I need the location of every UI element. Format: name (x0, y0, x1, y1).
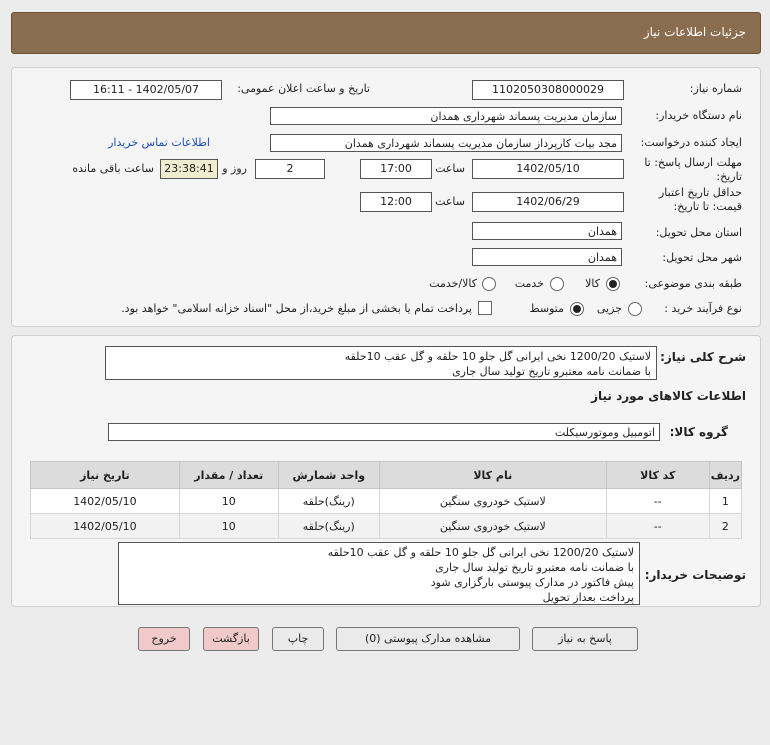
buyer-notes-label: توضیحات خریدار: (644, 568, 746, 582)
process-medium-label: متوسط (529, 302, 564, 315)
summary-label: شرح کلی نیاز: (660, 350, 746, 364)
need-number-label: شماره نیاز: (689, 82, 742, 95)
buyer-notes-line: پرداخت بعداز تحویل (542, 591, 634, 604)
validity-time-label: ساعت (435, 195, 465, 208)
creator-label: ایجاد کننده درخواست: (640, 136, 742, 149)
creator-field: مجد بیات کارپرداز سازمان مدیریت پسماند شهرداری همدان (270, 134, 622, 152)
cell-code: -- (606, 514, 709, 539)
category-service-label: خدمت (514, 277, 544, 290)
announce-date-field: 1402/05/07 - 16:11 (70, 80, 222, 100)
category-goods-label: کالا (585, 277, 600, 290)
buyer-org-label: نام دستگاه خریدار: (655, 109, 742, 122)
deadline-time-label: ساعت (435, 162, 465, 175)
process-label: نوع فرآیند خرید : (664, 302, 742, 315)
table-row (31, 489, 742, 514)
treasury-payment-checkbox[interactable] (478, 301, 492, 315)
summary-text (105, 346, 657, 380)
cell-name: لاستیک خودروی سنگین (379, 489, 606, 514)
goods-table (30, 461, 742, 539)
reply-button[interactable]: پاسخ به نیاز (532, 627, 638, 651)
print-button[interactable]: چاپ (272, 627, 324, 651)
goods-section-title: اطلاعات کالاهای مورد نیاز (591, 389, 746, 403)
cell-unit: (رینگ)حلقه (278, 514, 379, 539)
cell-name: لاستیک خودروی سنگین (379, 514, 606, 539)
process-radio-medium[interactable] (570, 302, 584, 316)
category-radio-service[interactable] (550, 277, 564, 291)
exit-button[interactable]: خروج (138, 627, 190, 651)
buyer-notes-line: با ضمانت نامه معتبرو تاریخ تولید سال جاری (435, 561, 634, 574)
buyer-org-field: سازمان مدیریت پسماند شهرداری همدان (270, 107, 622, 125)
time-remaining-label: ساعت باقی مانده (72, 162, 154, 175)
validity-time-field: 12:00 (360, 192, 432, 212)
col-unit: واحد شمارش (278, 462, 379, 489)
cell-qty: 10 (179, 489, 278, 514)
province-field: همدان (472, 222, 622, 240)
time-remaining-field: 23:38:41 (160, 159, 218, 179)
back-button[interactable]: بازگشت (203, 627, 259, 651)
col-row-no: ردیف (709, 462, 741, 489)
deadline-time-field: 17:00 (360, 159, 432, 179)
page-header (11, 12, 761, 54)
summary-line: لاستیک 1200/20 نخی ایرانی گل جلو 10 حلقه و گل عقب 10حلقه (344, 350, 651, 363)
validity-label: حداقل تاریخ اعتبار قیمت: تا تاریخ: (658, 186, 742, 213)
cell-row-no: 2 (709, 514, 741, 539)
page-title: جزئیات اطلاعات نیاز (643, 25, 746, 39)
cell-unit: (رینگ)حلقه (278, 489, 379, 514)
category-both-label: کالا/خدمت (429, 277, 477, 290)
announce-date-label: تاریخ و ساعت اعلان عمومی: (237, 82, 370, 95)
validity-date-field: 1402/06/29 (472, 192, 624, 212)
summary-line: با ضمانت نامه معتبرو تاریخ تولید سال جاری (452, 365, 651, 378)
cell-code: -- (606, 489, 709, 514)
table-row (31, 514, 742, 539)
buyer-notes-line: پیش فاکتور در مدارک پیوستی بارگزاری شود (430, 576, 634, 589)
table-header-row (31, 462, 742, 489)
cell-date: 1402/05/10 (31, 514, 180, 539)
buyer-notes-line: لاستیک 1200/20 نخی ایرانی گل جلو 10 حلقه و گل عقب 10حلقه (327, 546, 634, 559)
days-remaining-field: 2 (255, 159, 325, 179)
cell-row-no: 1 (709, 489, 741, 514)
days-label: روز و (222, 162, 247, 175)
view-docs-button[interactable]: مشاهده مدارک پیوستی (0) (336, 627, 520, 651)
goods-group-label: گروه کالا: (669, 425, 728, 439)
city-label: شهر محل تحویل: (662, 251, 742, 264)
category-radio-goods[interactable] (606, 277, 620, 291)
buyer-notes-text (118, 542, 640, 605)
treasury-payment-note: پرداخت تمام یا بخشی از مبلغ خرید،از محل "اسناد خزانه اسلامی" خواهد بود. (121, 302, 472, 315)
province-label: استان محل تحویل: (655, 226, 742, 239)
process-minor-label: جزیی (596, 302, 622, 315)
deadline-label: مهلت ارسال پاسخ: تا تاریخ: (644, 156, 742, 183)
need-number-field: 1102050308000029 (472, 80, 624, 100)
deadline-date-field: 1402/05/10 (472, 159, 624, 179)
buyer-contact-link[interactable]: اطلاعات تماس خریدار (108, 136, 210, 149)
process-radio-minor[interactable] (628, 302, 642, 316)
col-name: نام کالا (379, 462, 606, 489)
col-code: کد کالا (606, 462, 709, 489)
category-radio-both[interactable] (482, 277, 496, 291)
cell-qty: 10 (179, 514, 278, 539)
goods-group-field: اتومبیل وموتورسیکلت (108, 423, 660, 441)
col-date: تاریخ نیاز (31, 462, 180, 489)
city-field: همدان (472, 248, 622, 266)
col-qty: تعداد / مقدار (179, 462, 278, 489)
category-label: طبقه بندی موضوعی: (644, 277, 742, 290)
cell-date: 1402/05/10 (31, 489, 180, 514)
